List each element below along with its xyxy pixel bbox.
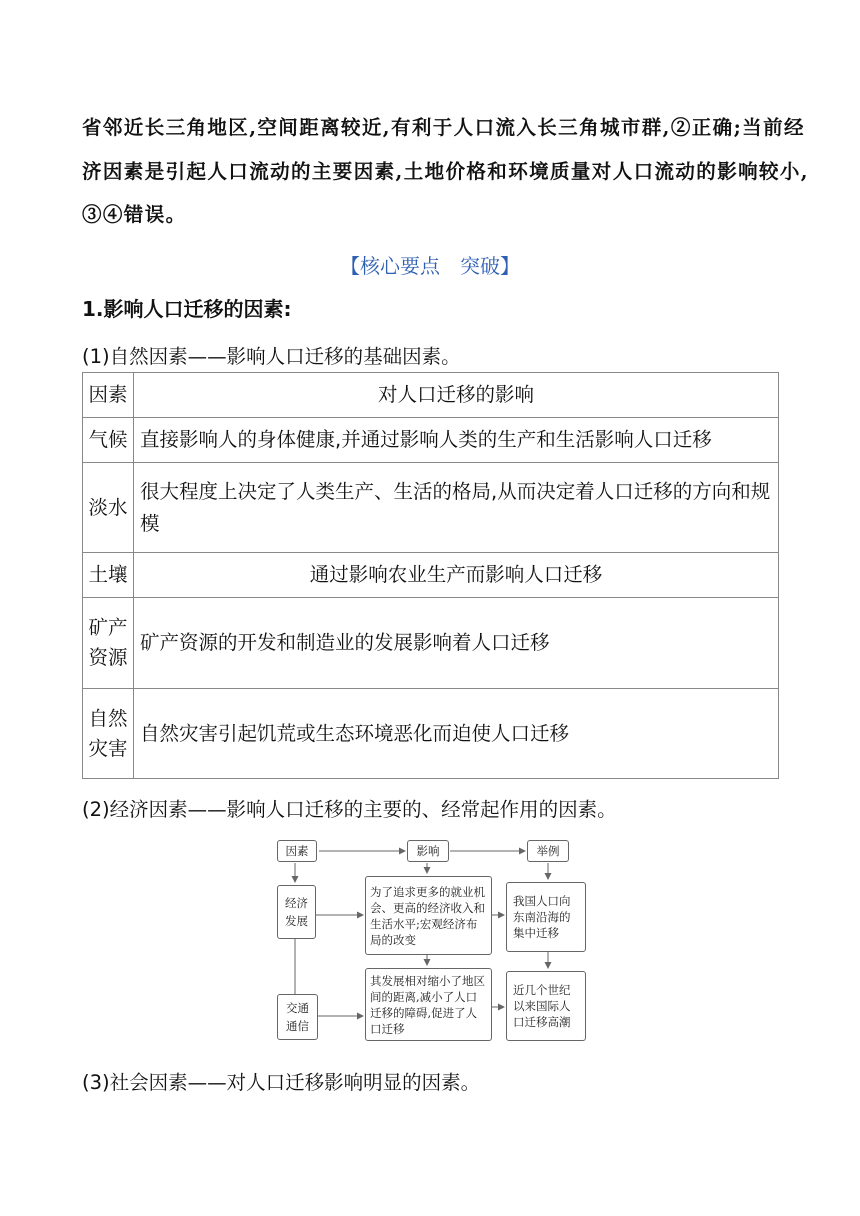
factor-cell: 自然灾害 [83,689,134,779]
diagram-header-example: 举例 [527,840,569,862]
header-factor: 因素 [83,373,134,418]
economic-factors-title: (2)经济因素——影响人口迁移的主要的、经常起作用的因素。 [82,798,617,821]
diagram-factor-transport-communication: 交通通信 [277,994,318,1040]
impact-cell: 通过影响农业生产而影响人口迁移 [134,553,779,598]
header-impact: 对人口迁移的影响 [134,373,779,418]
factor-cell: 淡水 [83,463,134,553]
diagram-example-transport-communication: 近几个世纪以来国际人口迁移高潮 [506,971,586,1041]
impact-cell: 自然灾害引起饥荒或生态环境恶化而迫使人口迁移 [134,689,779,779]
social-factors-title: (3)社会因素——对人口迁移影响明显的因素。 [82,1071,481,1094]
diagram-factor-economic-development: 经济发展 [277,885,316,939]
factor-cell: 土壤 [83,553,134,598]
table-row [83,418,779,463]
table-row [83,689,779,779]
diagram-header-impact: 影响 [407,840,449,862]
factor-cell: 矿产资源 [83,598,134,689]
section-heading: 1.影响人口迁移的因素: [82,297,292,321]
intro-line-1: 省邻近长三角地区,空间距离较近,有利于人口流入长三角城市群,②正确;当前经 [82,116,805,139]
diagram-impact-economic-development: 为了追求更多的就业机会、更高的经济收入和生活水平;宏观经济布局的改变 [365,876,492,955]
impact-cell: 矿产资源的开发和制造业的发展影响着人口迁移 [134,598,779,689]
economic-factors-diagram [277,838,597,1046]
intro-line-2: 济因素是引起人口流动的主要因素,土地价格和环境质量对人口流动的影响较小, [82,160,809,183]
intro-line-3: ③④错误。 [82,203,187,226]
natural-factors-title: (1)自然因素——影响人口迁移的基础因素。 [82,345,461,368]
core-points-banner: 【核心要点 突破】 [340,254,520,278]
table-header-row [83,373,779,418]
table-row [83,553,779,598]
natural-factors-table [82,372,779,779]
diagram-header-factor: 因素 [277,840,317,862]
impact-cell: 直接影响人的身体健康,并通过影响人类的生产和生活影响人口迁移 [134,418,779,463]
diagram-impact-transport-communication: 其发展相对缩小了地区间的距离,减小了人口迁移的障碍,促进了人口迁移 [365,968,492,1041]
impact-cell: 很大程度上决定了人类生产、生活的格局,从而决定着人口迁移的方向和规模 [134,463,779,553]
table-row [83,598,779,689]
diagram-example-economic-development: 我国人口向东南沿海的集中迁移 [506,882,586,952]
factor-cell: 气候 [83,418,134,463]
table-row [83,463,779,553]
